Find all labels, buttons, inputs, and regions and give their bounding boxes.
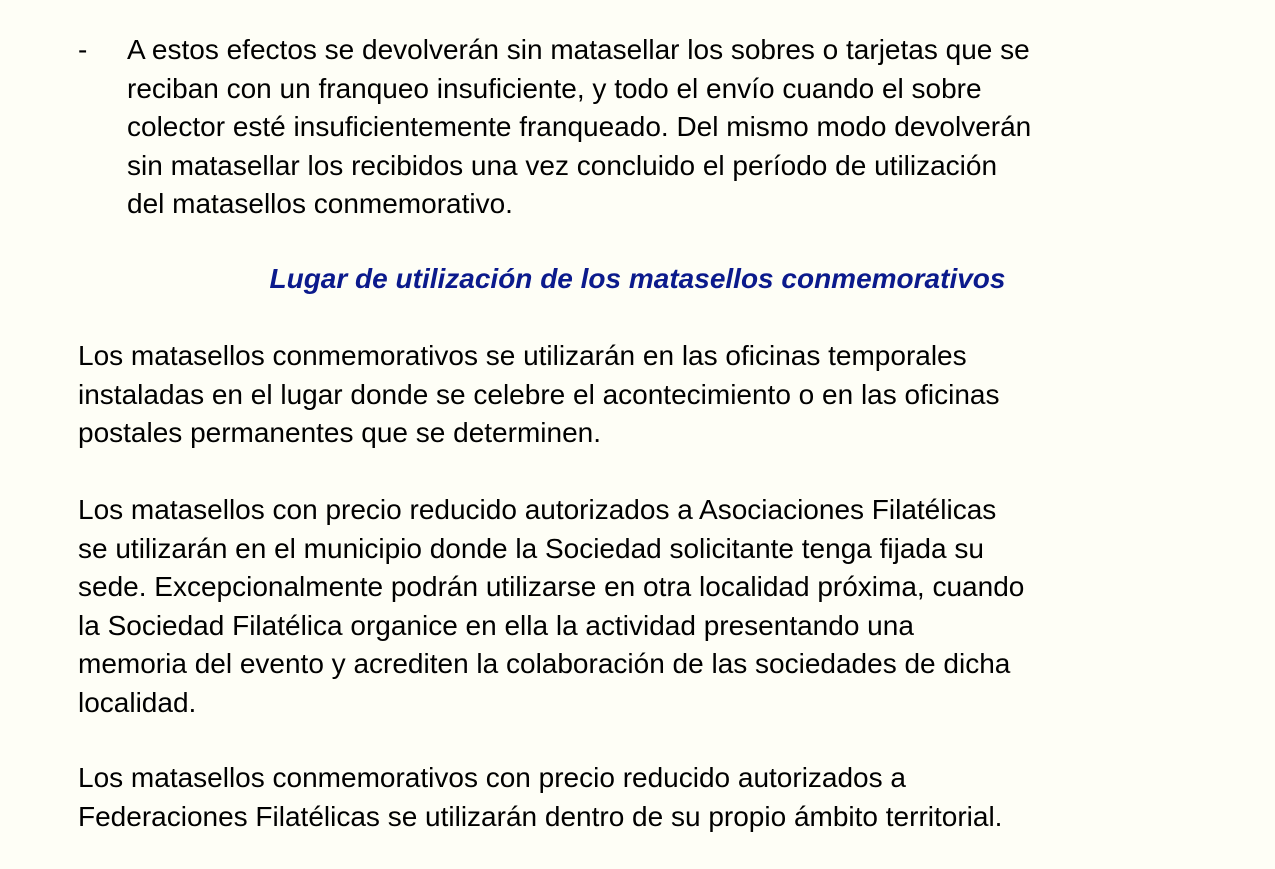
paragraph-line: Los matasellos conmemorativos con precio reducido autorizados a bbox=[78, 762, 906, 793]
paragraph-line: se utilizarán en el municipio donde la Sociedad solicitante tenga fijada su bbox=[78, 532, 984, 564]
bullet-line: sin matasellar los recibidos una vez concluido el período de utilización bbox=[127, 149, 998, 181]
paragraph-line: memoria del evento y acrediten la colaboración de las sociedades de dicha bbox=[78, 648, 1011, 679]
bullet-line: reciban con un franqueo insuficiente, y todo el envío cuando el sobre bbox=[127, 72, 982, 104]
paragraph-line: Los matasellos conmemorativos se utilizarán en las oficinas temporales bbox=[78, 340, 967, 371]
paragraph-oficinas bbox=[78, 337, 999, 453]
paragraph-asociaciones bbox=[78, 491, 1024, 722]
bullet-line: colector esté insuficientemente franqueado. Del mismo modo devolverán bbox=[127, 111, 1032, 142]
paragraph-line: localidad. bbox=[78, 686, 197, 718]
bullet-line: A estos efectos se devolverán sin matasellar los sobres o tarjetas que se bbox=[127, 34, 1030, 65]
paragraph-line: instaladas en el lugar donde se celebre el acontecimiento o en las oficinas bbox=[78, 378, 1000, 410]
paragraph-federaciones bbox=[78, 759, 1002, 836]
paragraph-line: Los matasellos con precio reducido autorizados a Asociaciones Filatélicas bbox=[78, 494, 997, 525]
paragraph-line: la Sociedad Filatélica organice en ella la actividad presentando una bbox=[78, 609, 914, 641]
bullet-text bbox=[127, 31, 1031, 224]
bullet-marker: - bbox=[78, 34, 88, 65]
bullet-line: del matasellos conmemorativo. bbox=[127, 188, 513, 219]
paragraph-line: sede. Excepcionalmente podrán utilizarse en otra localidad próxima, cuando bbox=[78, 571, 1025, 602]
section-heading: Lugar de utilización de los matasellos conmemorativos bbox=[269, 263, 1006, 294]
paragraph-line: postales permanentes que se determinen. bbox=[78, 417, 601, 448]
paragraph-line: Federaciones Filatélicas se utilizarán dentro de su propio ámbito territorial. bbox=[78, 800, 1003, 832]
